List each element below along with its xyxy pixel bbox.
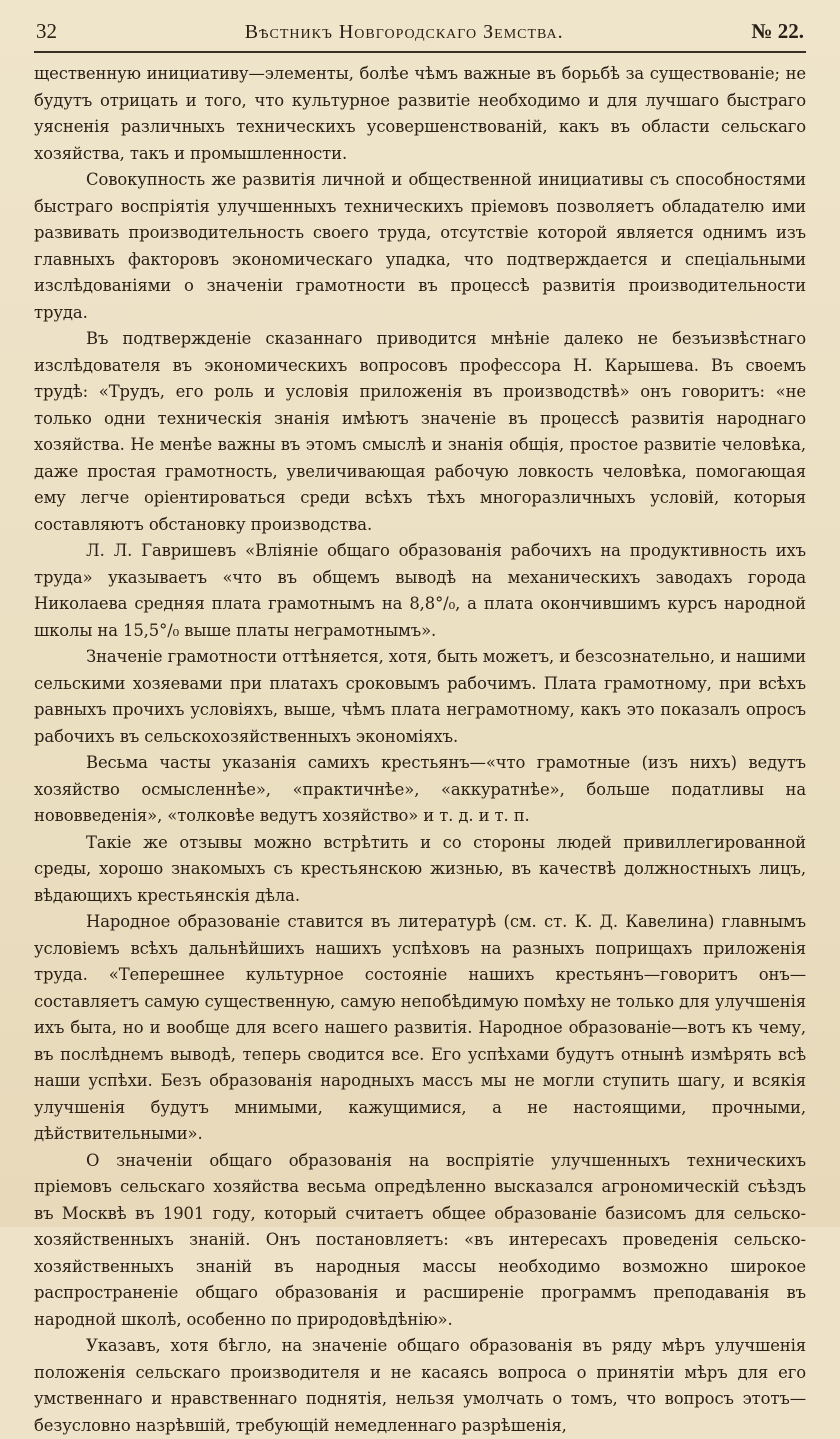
paragraph: Совокупность же развитія личной и общественной инициативы съ способностями быстраго воспріятія улучшенныхъ техническихъ пріемовъ позволяетъ обладателю ими развивать производительность своего труда, отсутствіе которой является однимъ изъ главныхъ факторовъ экономическаго упадка, что подтверждается и спеціальными изслѣдованіями о значеніи грамотности въ процессѣ развитія производительности труда. [34, 170, 806, 322]
paragraph: Такіе же отзывы можно встрѣтить и со стороны людей привиллегированной среды, хорошо знакомыхъ съ крестьянскою жизнью, въ качествѣ должностныхъ лицъ, вѣдающихъ крестьянскія дѣла. [34, 832, 806, 905]
paragraph: Весьма часты указанія самихъ крестьянъ—«что грамотные (изъ нихъ) ведутъ хозяйство осмысленнѣе», «практичнѣе», «аккуратнѣе», больше податливы на нововведенія», «толковѣе ведутъ хозяйство» и т. д. и т. п. [34, 753, 806, 825]
journal-title: Вѣстникъ Новгородскаго Земства. [244, 21, 564, 43]
running-header [34, 16, 806, 53]
page-number: 32 [36, 19, 57, 43]
paragraph: Л. Л. Гавришевъ «Вліяніе общаго образованія рабочихъ на продуктивность ихъ труда» указываетъ «что въ общемъ выводѣ на механическихъ заводахъ города Николаева средняя плата грамотнымъ на 8,8°/₀, а плата окончившимъ курсъ народной школы на 15,5°/₀ выше платы неграмотнымъ». [34, 541, 806, 640]
paragraph: Народное образованіе ставится въ литературѣ (см. ст. К. Д. Кавелина) главнымъ условіемъ всѣхъ дальнѣйшихъ нашихъ успѣховъ на разныхъ поприщахъ приложенія труда. «Теперешнее культурное состояніе нашихъ крестьянъ—говоритъ онъ—составляетъ самую существенную, самую непобѣдимую помѣху не только для улучшенія ихъ быта, но и вообще для всего нашего развитія. Народное образованіе—вотъ къ чему, въ послѣднемъ выводѣ, теперь сводится все. Его успѣхами будутъ отнынѣ измѣрять всѣ наши успѣхи. Безъ образованія народныхъ массъ мы не могли ступить шагу, и всякія улучшенія будутъ мнимыми, кажущимися, а не настоящими, прочными, дѣйствительными». [34, 912, 806, 1143]
paragraph: Указавъ, хотя бѣгло, на значеніе общаго образованія въ ряду мѣръ улучшенія положенія сельскаго производителя и не касаясь вопроса о принятіи мѣръ для его умственнаго и нравственнаго поднятія, нельзя умолчать о томъ, что вопросъ этотъ—безусловно назрѣвшій, требующій немедленнаго разрѣшенія, [34, 1336, 806, 1435]
paragraph: Значеніе грамотности оттѣняется, хотя, быть можетъ, и безсознательно, и нашими сельскими хозяевами при платахъ сроковымъ рабочимъ. Плата грамотному, при всѣхъ равныхъ прочихъ условіяхъ, выше, чѣмъ плата неграмотному, какъ это показалъ опросъ рабочихъ въ сельскохозяйственныхъ экономіяхъ. [34, 647, 806, 746]
paragraph: О значеніи общаго образованія на воспріятіе улучшенныхъ техническихъ пріемовъ сельскаго хозяйства весьма опредѣленно высказался агрономическій съѣздъ въ Москвѣ въ 1901 году, который считаетъ общее образованіе базисомъ для сельско-хозяйственныхъ знаній. Онъ постановляетъ: «въ интересахъ проведенія сельско-хозяйственныхъ знаній въ народныя массы необходимо возможно широкое распространеніе общаго образованія и расширеніе программъ преподаванія въ народной школѣ, особенно по природовѣдѣнію». [34, 1150, 806, 1329]
issue-number: № 22. [751, 19, 804, 43]
paragraph: Въ подтвержденіе сказаннаго приводится мнѣніе далеко не безъизвѣстнаго изслѣдователя въ экономическихъ вопросовъ профессора Н. Карышева. Въ своемъ трудѣ: «Трудъ, его роль и условія приложенія въ производствѣ» онъ говоритъ: «не только одни техническія знанія имѣютъ значеніе въ процессѣ развитія народнаго хозяйства. Не менѣе важны въ этомъ смыслѣ и знанія общія, простое развитіе человѣка, даже простая грамотность, увеличивающая рабочую ловкость человѣка, помогающая ему легче оріентироваться среди всѣхъ тѣхъ многоразличныхъ условій, которыя составляютъ обстановку производства. [34, 329, 806, 534]
article-body [34, 61, 806, 1439]
paragraph: щественную инициативу—элементы, болѣе чѣмъ важные въ борьбѣ за существованіе; не будутъ отрицать и того, что культурное развитіе необходимо и для лучшаго быстраго уясненія различныхъ техническихъ усовершенствованій, какъ въ области сельскаго хозяйства, такъ и промышленности. [34, 64, 806, 163]
